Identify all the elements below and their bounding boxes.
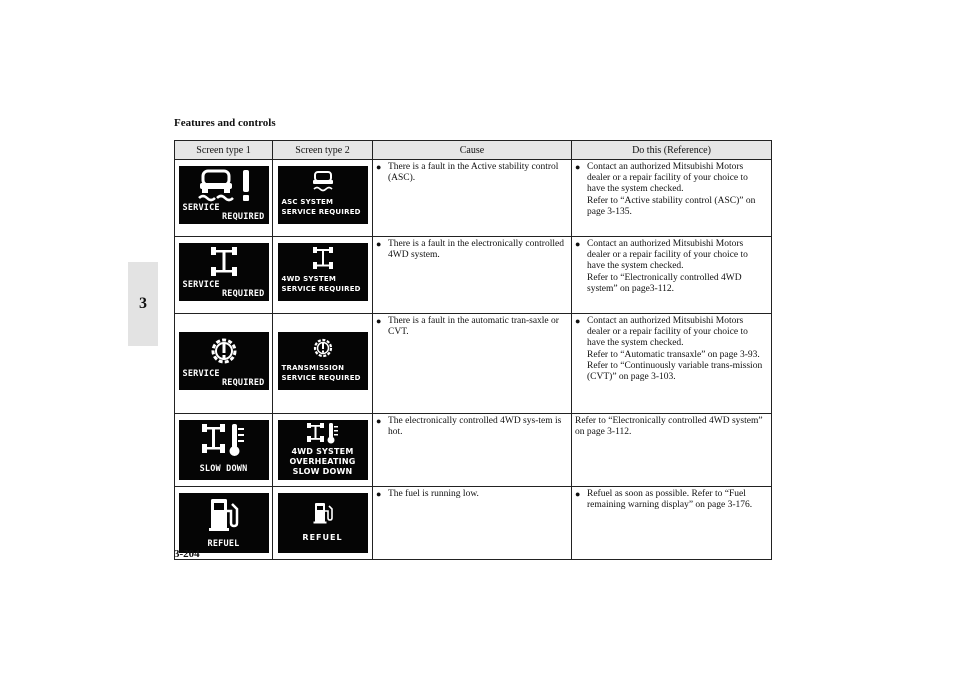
screen-line-1: REFUEL <box>207 539 240 550</box>
table-row <box>175 237 772 314</box>
transmission-service-screen-type1 <box>179 332 269 390</box>
action-bullet <box>575 239 768 295</box>
screen-line-2: REQUIRED <box>221 289 265 299</box>
column-header-screen-type-2: Screen type 2 <box>273 141 373 160</box>
refuel-screen-type1 <box>179 493 269 553</box>
cause-text: The electronically controlled 4WD sys-tem is hot. <box>388 416 562 438</box>
screen-line-1: 4WD SYSTEM <box>281 275 337 283</box>
action-text: Refuel as soon as possible. Refer to “Fuel remaining warning display” on page 3-176. <box>587 489 753 511</box>
warning-display-table <box>174 140 772 560</box>
page-number: 3-204 <box>174 548 200 560</box>
screen-line-1: SERVICE <box>182 203 220 213</box>
action-text: Contact an authorized Mitsubishi Motors dealer or a repair facility of your choice to have the system checked. Refer to “Electronically controlled 4WD system” on page3-112. <box>587 239 748 294</box>
4wd-slow-down-screen-type1 <box>179 420 269 480</box>
cause-bullet <box>376 162 568 184</box>
screen-line-2: OVERHEATING <box>289 457 356 466</box>
screen-line-1: 4WD SYSTEM <box>291 447 354 456</box>
cause-bullet <box>376 416 568 438</box>
fuel-pump-icon <box>207 495 241 533</box>
screen-line-3: SLOW DOWN <box>292 467 353 476</box>
column-header-cause: Cause <box>373 141 572 160</box>
refuel-screen-type2 <box>278 493 368 553</box>
screen-line-1: SLOW DOWN <box>199 464 248 474</box>
screen-line-2: SERVICE REQUIRED <box>281 285 361 293</box>
bullet-icon: ● <box>376 162 382 172</box>
cause-text: There is a fault in the Active stability control (ASC). <box>388 162 559 184</box>
4wd-temperature-icon <box>201 422 247 458</box>
action-bullet <box>575 316 768 383</box>
cause-text: The fuel is running low. <box>388 489 479 500</box>
table-row <box>175 487 772 560</box>
screen-line-2: REQUIRED <box>221 212 265 222</box>
transmission-service-screen-type2 <box>278 332 368 390</box>
table-row <box>175 160 772 237</box>
bullet-icon: ● <box>376 489 382 500</box>
screen-line-2: SERVICE REQUIRED <box>281 208 361 216</box>
4wd-temperature-icon <box>306 422 340 444</box>
table-row <box>175 314 772 414</box>
asc-skid-warning-icon <box>189 168 259 202</box>
column-header-screen-type-1: Screen type 1 <box>175 141 273 160</box>
bullet-icon: ● <box>376 416 382 426</box>
4wd-service-screen-type1 <box>179 243 269 301</box>
asc-car-icon <box>308 170 338 192</box>
screen-line-1: REFUEL <box>302 533 343 543</box>
screen-line-1: SERVICE <box>182 369 220 380</box>
screen-line-2: REQUIRED <box>221 378 265 389</box>
table-row <box>175 414 772 487</box>
fuel-pump-icon <box>312 501 334 525</box>
column-header-do-this: Do this (Reference) <box>572 141 772 160</box>
chapter-tab <box>128 262 158 346</box>
bullet-icon: ● <box>575 239 581 249</box>
cause-bullet <box>376 239 568 261</box>
action-bullet <box>575 489 768 511</box>
4wd-drivetrain-icon <box>209 245 239 279</box>
transmission-gear-warning-icon <box>311 336 335 360</box>
transmission-gear-warning-icon <box>207 334 241 368</box>
cause-text: There is a fault in the electronically controlled 4WD system. <box>388 239 564 261</box>
screen-line-1: ASC SYSTEM <box>281 198 334 206</box>
bullet-icon: ● <box>376 316 382 326</box>
cause-text: There is a fault in the automatic tran-saxle or CVT. <box>388 316 559 338</box>
screen-line-1: SERVICE <box>182 280 220 290</box>
asc-service-screen-type2 <box>278 166 368 224</box>
4wd-overheating-screen-type2 <box>278 420 368 480</box>
action-bullet <box>575 162 768 218</box>
bullet-icon: ● <box>575 489 581 500</box>
table-header-row <box>175 141 772 160</box>
page-header-title: Features and controls <box>174 117 276 129</box>
action-text: Contact an authorized Mitsubishi Motors dealer or a repair facility of your choice to have the system checked. Refer to “Automatic transaxle” on page 3-93. Refer to “Continuously variable trans-mission (CVT)” on page 3-103. <box>587 316 763 383</box>
action-text: Refer to “Electronically controlled 4WD system” on page 3-112. <box>575 416 763 438</box>
4wd-drivetrain-icon <box>312 246 334 270</box>
cause-bullet <box>376 489 568 500</box>
cause-bullet <box>376 316 568 338</box>
action-text: Contact an authorized Mitsubishi Motors dealer or a repair facility of your choice to have the system checked. Refer to “Active stability control (ASC)” on page 3-135. <box>587 162 756 217</box>
bullet-icon: ● <box>575 162 581 172</box>
asc-service-screen-type1 <box>179 166 269 224</box>
screen-line-2: SERVICE REQUIRED <box>281 374 361 383</box>
screen-line-1: TRANSMISSION <box>281 364 345 373</box>
bullet-icon: ● <box>575 316 581 326</box>
chapter-number: 3 <box>139 295 147 312</box>
4wd-service-screen-type2 <box>278 243 368 301</box>
bullet-icon: ● <box>376 239 382 249</box>
